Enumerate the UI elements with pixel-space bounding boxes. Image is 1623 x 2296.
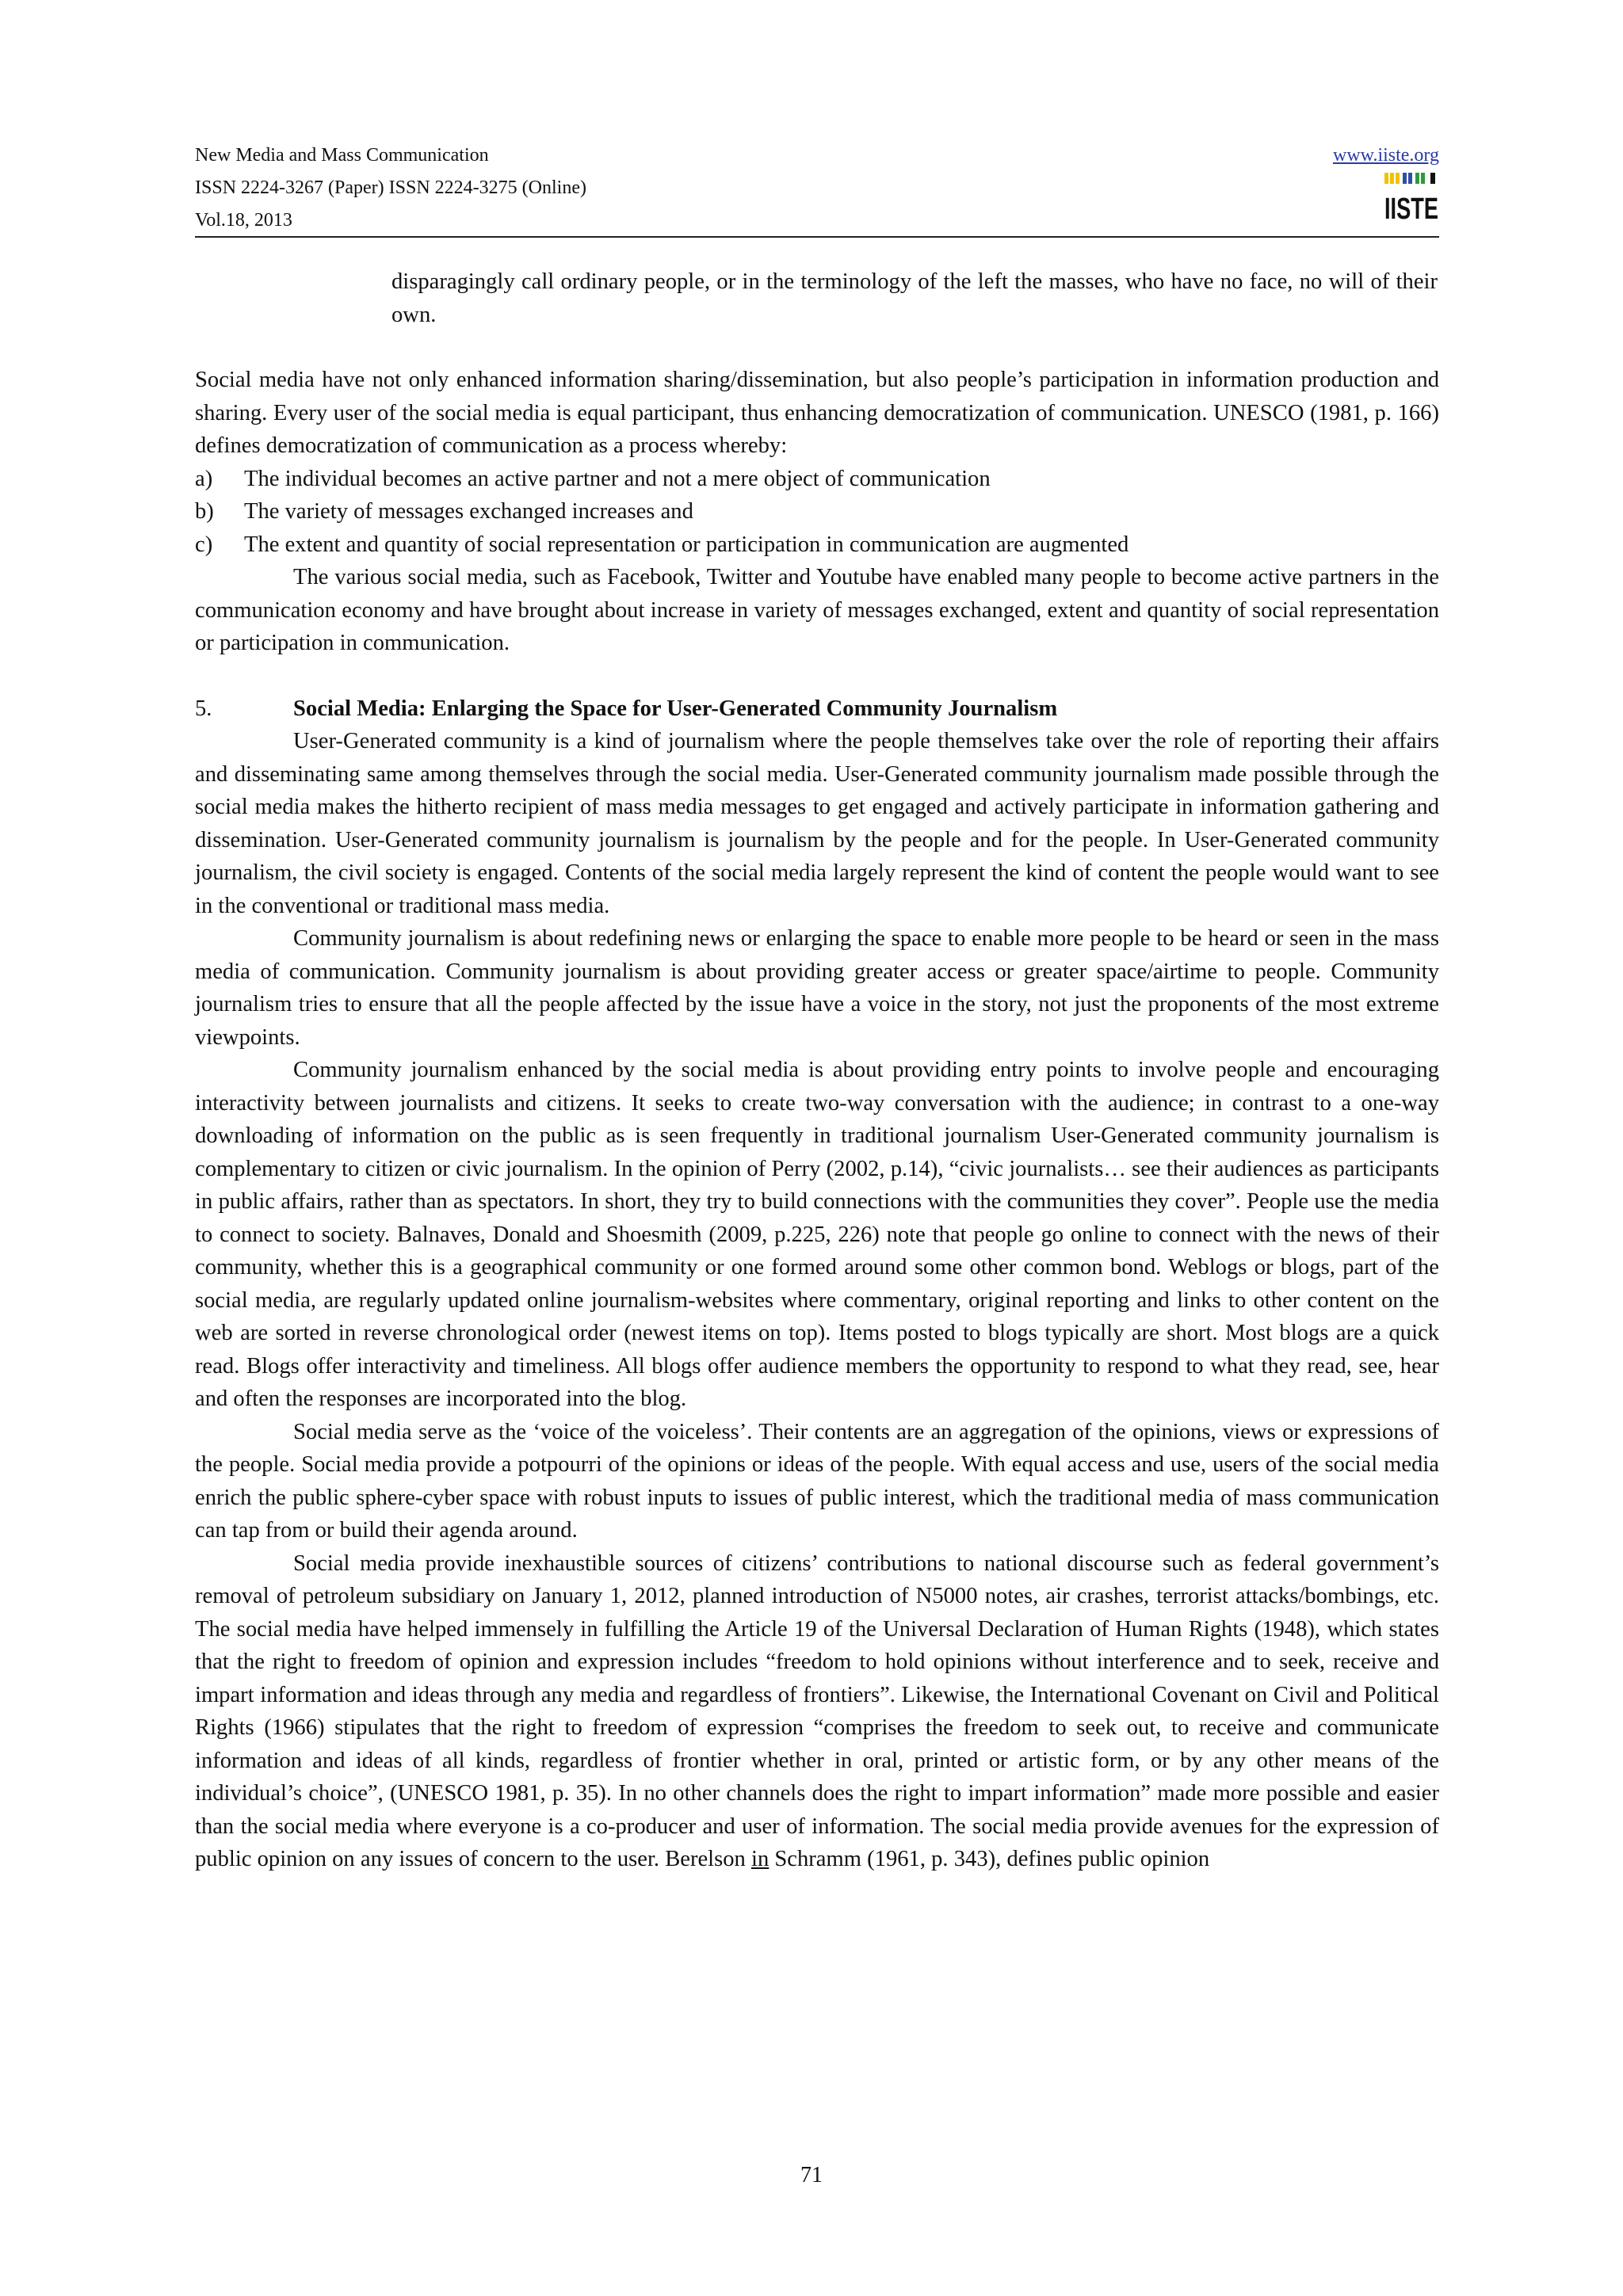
block-quote: disparagingly call ordinary people, or in the terminology of the left the masses, who have no face, no will of their own. — [391, 269, 1438, 327]
iiste-logo — [1383, 171, 1440, 225]
section-heading — [195, 692, 1439, 726]
issn-line: ISSN 2224-3267 (Paper) ISSN 2224-3275 (Online) — [195, 177, 586, 198]
list-marker: c) — [195, 532, 213, 557]
after-list-paragraph: The various social media, such as Facebook, Twitter and Youtube have enabled many people to become active partners in the communication economy and have brought about increase in variety of messages exchanged, extent and quantity of social representation or participation in communication. — [195, 565, 1439, 655]
body-paragraph: User-Generated community is a kind of journalism where the people themselves take over the role of reporting their affairs and disseminating same among themselves through the social media. User-Generated community journalism made possible through the social media makes the hitherto recipient of mass media messages to get engaged and actively participate in information gathering and dissemination. User-Generated community journalism is journalism by the people and for the people. In User-Generated community journalism, the civil society is engaged. Contents of the social media largely represent the kind of content the people would want to see in the conventional or traditional mass media. — [195, 729, 1439, 918]
list-text: The extent and quantity of social representation or participation in communication are augmented — [244, 532, 1129, 557]
list-text: The individual becomes an active partner and not a mere object of communication — [244, 466, 991, 491]
list-marker: b) — [195, 499, 214, 524]
body-paragraph: Social media serve as the ‘voice of the voiceless’. Their contents are an aggregation of the opinions, views or expressions of the people. Social media provide a potpourri of the opinions or ideas of the people. With equal access and use, users of the social media enrich the public sphere-cyber space with robust inputs to issues of public interest, which the traditional media of mass communication can tap from or build their agenda around. — [195, 1419, 1439, 1543]
website-link[interactable]: www.iiste.org — [1333, 145, 1439, 166]
header-rule — [195, 236, 1439, 238]
body-paragraph: Community journalism is about redefining news or enlarging the space to enable more people to be heard or seen in the mass media of communication. Community journalism is about providing greater access or greater space/airtime to people. Community journalism tries to ensure that all the people affected by the issue have a voice in the story, not just the proponents of the most extreme viewpoints. — [195, 926, 1439, 1050]
list-text: The variety of messages exchanged increases and — [244, 499, 693, 524]
final-paragraph — [195, 1547, 1439, 1876]
volume-line: Vol.18, 2013 — [195, 210, 292, 231]
list-item — [195, 495, 1439, 528]
intro-paragraph: Social media have not only enhanced information sharing/dissemination, but also people’s participation in information production and sharing. Every user of the social media is equal participant, thus enhancing democratization of communication. UNESCO (1981, p. 166) defines democratization of communication as a process whereby: — [195, 368, 1439, 458]
running-header — [195, 139, 586, 237]
final-paragraph-text: Social media provide inexhaustible sources of citizens’ contributions to national discourse such as federal government’s removal of petroleum subsidiary on January 1, 2012, planned introduction of N5000 notes, air crashes, terrorist attacks/bombings, etc. The social media have helped immensely in fulfilling the Article 19 of the Universal Declaration of Human Rights (1948), which states that the right to freedom of opinion and expression includes “freedom to hold opinions without interference and to seek, receive and impart information and ideas through any media and regardless of frontiers”. Likewise, the International Covenant on Civil and Political Rights (1966) stipulates that the right to freedom of expression “comprises the freedom to seek out, to receive and communicate information and ideas of all kinds, regardless of frontier whether in oral, printed or artistic form, or by any other means of the individual’s choice”, (UNESCO 1981, p. 35). In no other channels does the right to impart information” made more possible and easier than the social media where everyone is a co-producer and user of information. The social media provide avenues for the expression of public opinion on any issues of concern to the user. Berelson — [195, 1550, 1439, 1871]
list-item — [195, 463, 1439, 496]
body-paragraph: Community journalism enhanced by the social media is about providing entry points to involve people and encouraging interactivity between journalists and citizens. It seeks to create two-way conversation with the audience; in contrast to a one-way downloading of information on the public as is seen frequently in traditional journalism User-Generated community journalism is complementary to citizen or civic journalism. In the opinion of Perry (2002, p.14), “civic journalists… see their audiences as participants in public affairs, rather than as spectators. In short, they try to build connections with the communities they cover”. People use the media to connect to society. Balnaves, Donald and Shoesmith (2009, p.225, 226) note that people go online to connect with the news of their community, whether this is a geographical community or one formed around some other common bond. Weblogs or blogs, part of the social media, are regularly updated online journalism-websites where commentary, original reporting and links to other content on the web are sorted in reverse chronological order (newest items on top). Items posted to blogs typically are short. Most blogs are a quick read. Blogs offer interactivity and timeliness. All blogs offer audience members the opportunity to respond to what they read, see, hear and often the responses are incorporated into the blog. — [195, 1058, 1439, 1411]
page-number: 71 — [800, 2163, 823, 2187]
logo-wordmark: IISTE — [1384, 193, 1438, 226]
final-paragraph-tail: Schramm (1961, p. 343), defines public opinion — [769, 1847, 1210, 1871]
section-title: Social Media: Enlarging the Space for User-Generated Community Journalism — [293, 696, 1058, 721]
journal-name: New Media and Mass Communication — [195, 145, 489, 166]
underlined-word: in — [751, 1847, 769, 1871]
list-item — [195, 528, 1439, 562]
page-body — [195, 265, 1439, 1876]
list-marker: a) — [195, 466, 213, 491]
section-number: 5. — [195, 696, 212, 721]
